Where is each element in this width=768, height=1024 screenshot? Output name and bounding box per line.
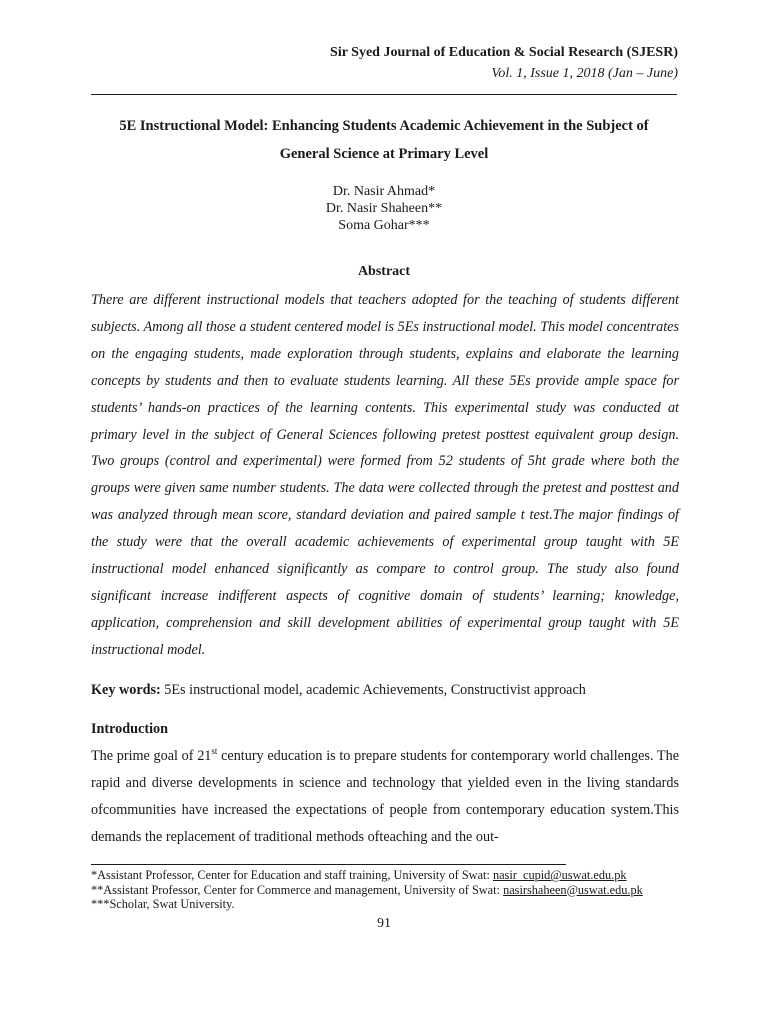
footnote-2 <box>91 883 691 898</box>
article-title <box>91 112 677 168</box>
intro-superscript: st <box>211 746 218 756</box>
footnote-1-email-link[interactable]: nasir_cupid@uswat.edu.pk <box>492 868 627 882</box>
footnote-divider <box>91 864 566 865</box>
author-1: Dr. Nasir Ahmad* <box>332 184 436 199</box>
intro-text-rest: century education is to prepare students for contemporary world challenges. The rapid and diverse developments in science and technology that yielded even in the living standards ofcommunities have increased the expectations of people from contemporary education system.This demands the replacement of traditional methods ofteaching and the out- <box>91 748 679 845</box>
author-2: Dr. Nasir Shaheen** <box>325 201 443 216</box>
article-title-line-1: 5E Instructional Model: Enhancing Students Academic Achievement in the Subject of <box>119 118 649 134</box>
article-title-line-2: General Science at Primary Level <box>279 146 489 162</box>
journal-volume: Vol. 1, Issue 1, 2018 (Jan – June) <box>491 66 678 81</box>
intro-text-start: The prime goal of 21 <box>91 748 212 764</box>
journal-name: Sir Syed Journal of Education & Social Research (SJESR) <box>330 45 678 60</box>
keywords <box>91 682 679 699</box>
footnote-3-text: ***Scholar, Swat University. <box>91 897 235 911</box>
introduction-heading: Introduction <box>91 721 168 737</box>
abstract-text: There are different instructional models that teachers adopted for the teaching of students different subjects. Among all those a student centered model is 5Es instructional model. This model concentrates on the engaging students, made exploration through students, explains and elaborate the learning concepts by students and then to evaluate students learning. All these 5Es provide ample space for students’ hands-on practices of the learning contents. This experimental study was conducted at primary level in the subject of General Sciences following pretest posttest equivalent group design. Two groups (control and experimental) were formed from 52 students of 5ht grade where both the groups were given same number students. The data were collected through the pretest and posttest and was analyzed through mean score, standard deviation and paired sample t test.The major findings of the study were that the overall academic achievements of experimental group taught with 5E instructional model enhanced significantly as compare to control group. The study also found significant increase indifferent aspects of cognitive domain of students’ learning; knowledge, application, comprehension and skill development abilities of experimental group taught with 5E instructional model. <box>91 292 679 658</box>
footnote-1 <box>91 868 691 883</box>
keywords-label: Key words: <box>91 682 161 698</box>
author-3: Soma Gohar*** <box>338 218 430 233</box>
header-divider <box>91 94 677 95</box>
footnote-3 <box>91 897 691 912</box>
introduction-text <box>91 743 679 851</box>
page-number: 91 <box>377 916 391 931</box>
footnote-2-text: **Assistant Professor, Center for Commerce and management, University of Swat: <box>91 882 504 897</box>
footnote-1-text: *Assistant Professor, Center for Education and staff training, University of Swat: <box>91 868 493 882</box>
footnotes <box>91 868 691 912</box>
keywords-text: 5Es instructional model, academic Achievements, Constructivist approach <box>164 682 586 698</box>
footnote-2-email-link[interactable]: nasirshaheen@uswat.edu.pk <box>503 882 643 897</box>
author-list <box>91 183 677 234</box>
abstract-heading: Abstract <box>357 264 411 279</box>
